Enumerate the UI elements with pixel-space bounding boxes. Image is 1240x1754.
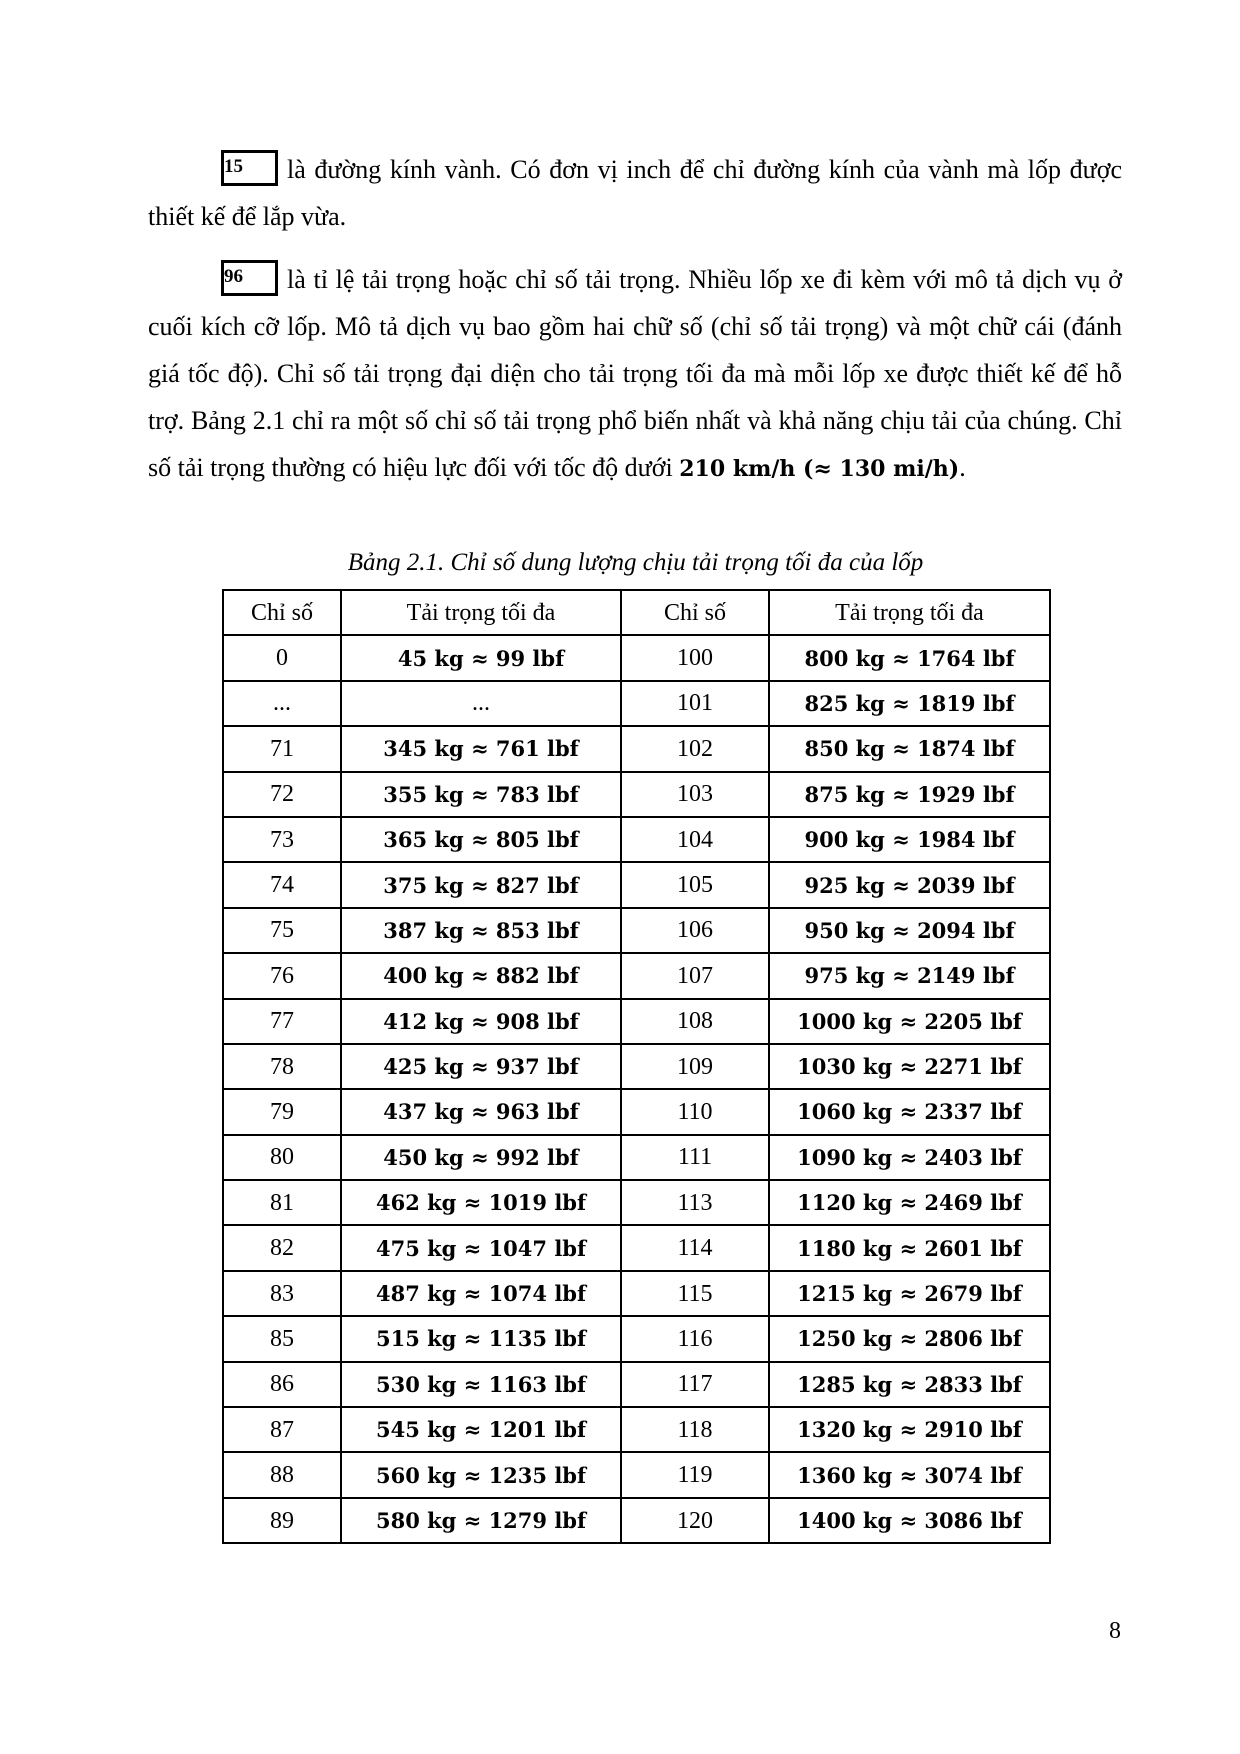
cell-index-left: ... [223,681,341,726]
cell-load-right: 1285 kg ≈ 2833 lbf [769,1362,1050,1407]
table-row [223,953,1050,998]
cell-index-right: 102 [621,726,769,771]
speed-limit-math: 210 km/h (≈ 130 mi/h) [679,456,960,482]
paragraph-rim-diameter [148,146,1122,240]
cell-index-left: 87 [223,1407,341,1452]
cell-load-left: 487 kg ≈ 1074 lbf [341,1271,621,1316]
cell-load-right: 1400 kg ≈ 3086 lbf [769,1498,1050,1543]
cell-index-left: 89 [223,1498,341,1543]
cell-load-right: 950 kg ≈ 2094 lbf [769,908,1050,953]
table-row [223,1407,1050,1452]
cell-index-right: 103 [621,772,769,817]
cell-index-right: 105 [621,862,769,907]
cell-index-right: 101 [621,681,769,726]
cell-index-left: 86 [223,1362,341,1407]
cell-load-right: 1360 kg ≈ 3074 lbf [769,1452,1050,1497]
cell-load-right: 800 kg ≈ 1764 lbf [769,635,1050,680]
load-index-table [222,589,1051,1544]
cell-index-right: 100 [621,635,769,680]
cell-index-left: 82 [223,1225,341,1270]
cell-load-left: 400 kg ≈ 882 lbf [341,953,621,998]
header-index-left: Chỉ số [223,590,341,635]
cell-load-left: 425 kg ≈ 937 lbf [341,1044,621,1089]
cell-load-left: 515 kg ≈ 1135 lbf [341,1316,621,1361]
cell-load-left: 365 kg ≈ 805 lbf [341,817,621,862]
cell-load-left: 462 kg ≈ 1019 lbf [341,1180,621,1225]
cell-index-left: 88 [223,1452,341,1497]
table-row [223,817,1050,862]
cell-index-right: 104 [621,817,769,862]
cell-load-left: 475 kg ≈ 1047 lbf [341,1225,621,1270]
cell-load-right: 1120 kg ≈ 2469 lbf [769,1180,1050,1225]
cell-index-right: 115 [621,1271,769,1316]
cell-load-right: 1090 kg ≈ 2403 lbf [769,1135,1050,1180]
table-row [223,772,1050,817]
cell-index-right: 111 [621,1135,769,1180]
cell-index-left: 74 [223,862,341,907]
cell-load-left: 45 kg ≈ 99 lbf [341,635,621,680]
cell-index-right: 114 [621,1225,769,1270]
cell-load-left: 530 kg ≈ 1163 lbf [341,1362,621,1407]
cell-load-right: 1030 kg ≈ 2271 lbf [769,1044,1050,1089]
cell-index-left: 80 [223,1135,341,1180]
cell-load-right: 850 kg ≈ 1874 lbf [769,726,1050,771]
table-row [223,1180,1050,1225]
table-row [223,681,1050,726]
table-row [223,1271,1050,1316]
cell-load-right: 1000 kg ≈ 2205 lbf [769,999,1050,1044]
cell-load-left: 412 kg ≈ 908 lbf [341,999,621,1044]
cell-index-left: 73 [223,817,341,862]
table-row [223,1498,1050,1543]
cell-index-right: 106 [621,908,769,953]
cell-index-right: 113 [621,1180,769,1225]
cell-load-left: 437 kg ≈ 963 lbf [341,1089,621,1134]
cell-load-right: 925 kg ≈ 2039 lbf [769,862,1050,907]
cell-load-left: 345 kg ≈ 761 lbf [341,726,621,771]
cell-load-right: 900 kg ≈ 1984 lbf [769,817,1050,862]
tire-code-box-rim-diameter: 15 [221,150,278,186]
cell-index-right: 120 [621,1498,769,1543]
table-row [223,1316,1050,1361]
table-row [223,635,1050,680]
cell-index-right: 108 [621,999,769,1044]
table-row [223,1362,1050,1407]
table-row [223,1135,1050,1180]
tire-code-box-load-index: 96 [221,260,278,296]
cell-index-left: 78 [223,1044,341,1089]
cell-index-left: 75 [223,908,341,953]
cell-load-right: 1320 kg ≈ 2910 lbf [769,1407,1050,1452]
cell-load-right: 825 kg ≈ 1819 lbf [769,681,1050,726]
cell-load-right: 1060 kg ≈ 2337 lbf [769,1089,1050,1134]
table-row [223,726,1050,771]
table-row [223,1452,1050,1497]
cell-index-left: 72 [223,772,341,817]
cell-index-left: 71 [223,726,341,771]
table-row [223,1089,1050,1134]
cell-index-right: 107 [621,953,769,998]
page-number: 8 [1109,1618,1121,1644]
table-row [223,1225,1050,1270]
table-row [223,999,1050,1044]
cell-load-right: 875 kg ≈ 1929 lbf [769,772,1050,817]
table-header-row [223,590,1050,635]
cell-load-left: 560 kg ≈ 1235 lbf [341,1452,621,1497]
header-load-left: Tải trọng tối đa [341,590,621,635]
cell-index-right: 119 [621,1452,769,1497]
cell-index-right: 117 [621,1362,769,1407]
cell-load-left: 355 kg ≈ 783 lbf [341,772,621,817]
cell-index-right: 116 [621,1316,769,1361]
table-body [223,635,1050,1543]
cell-load-right: 1250 kg ≈ 2806 lbf [769,1316,1050,1361]
cell-load-right: 1215 kg ≈ 2679 lbf [769,1271,1050,1316]
paragraph-text: là đường kính vành. Có đơn vị inch để chỉ đường kính của vành mà lốp được thiết kế để lắp vừa. [148,155,1122,231]
paragraph-tail: . [959,453,966,482]
cell-index-left: 77 [223,999,341,1044]
cell-load-left: 545 kg ≈ 1201 lbf [341,1407,621,1452]
cell-index-left: 81 [223,1180,341,1225]
table-row [223,908,1050,953]
cell-index-right: 118 [621,1407,769,1452]
cell-index-left: 85 [223,1316,341,1361]
cell-load-left: 375 kg ≈ 827 lbf [341,862,621,907]
table-row [223,1044,1050,1089]
cell-index-right: 109 [621,1044,769,1089]
header-index-right: Chỉ số [621,590,769,635]
cell-index-left: 76 [223,953,341,998]
cell-index-left: 0 [223,635,341,680]
paragraph-text: là tỉ lệ tải trọng hoặc chỉ số tải trọng. Nhiều lốp xe đi kèm với mô tả dịch vụ ở cuối kích cỡ lốp. Mô tả dịch vụ bao gồm hai chữ số (chỉ số tải trọng) và một chữ cái (đánh giá tốc độ). Chỉ số tải trọng đại diện cho tải trọng tối đa mà mỗi lốp xe được thiết kế để hỗ trợ. Bảng 2.1 chỉ ra một số chỉ số tải trọng phổ biến nhất và khả năng chịu tải của chúng. Chỉ số tải trọng thường có hiệu lực đối với tốc độ dưới [148,265,1122,482]
cell-load-left: ... [341,681,621,726]
cell-load-right: 1180 kg ≈ 2601 lbf [769,1225,1050,1270]
header-load-right: Tải trọng tối đa [769,590,1050,635]
paragraph-load-index [148,256,1122,493]
cell-index-right: 110 [621,1089,769,1134]
cell-index-left: 79 [223,1089,341,1134]
table-caption: Bảng 2.1. Chỉ số dung lượng chịu tải trọng tối đa của lốp [347,549,924,576]
cell-load-left: 387 kg ≈ 853 lbf [341,908,621,953]
cell-load-left: 450 kg ≈ 992 lbf [341,1135,621,1180]
cell-index-left: 83 [223,1271,341,1316]
cell-load-left: 580 kg ≈ 1279 lbf [341,1498,621,1543]
cell-load-right: 975 kg ≈ 2149 lbf [769,953,1050,998]
table-row [223,862,1050,907]
